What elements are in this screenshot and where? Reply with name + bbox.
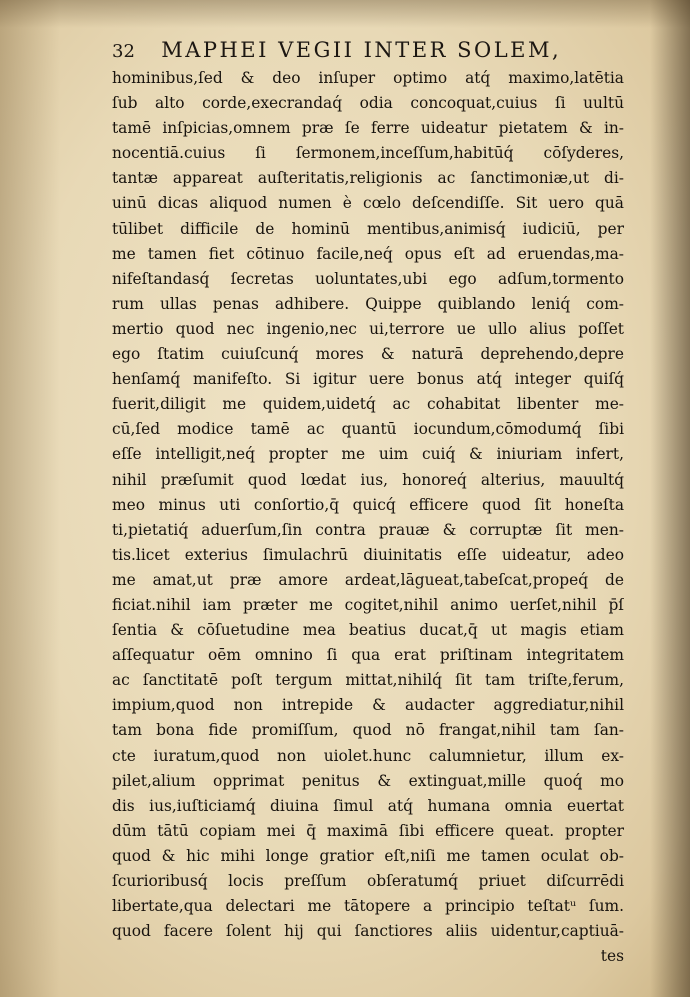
text-line: nocentiā.cuius ſi ſermonem,inceſſum,habitūq́ cōſyderes, bbox=[112, 144, 624, 163]
text-line: ſub alto corde,execrandaq́ odia concoquat,cuius ſi uultū bbox=[112, 94, 624, 113]
text-line: tam bona fide promiſſum, quod nō frangat,nihil tam ſan- bbox=[112, 721, 624, 740]
text-line: uinū dicas aliquod numen è cœlo deſcendiſſe. Sit uero quā bbox=[112, 194, 624, 213]
text-line: dis ius,iuſticiamq́ diuina ſimul atq́ humana omnia euertat bbox=[112, 796, 624, 815]
text-line: quod & hic mihi longe gratior eſt,niſi me tamen oculat ob- bbox=[112, 846, 624, 865]
text-line: ſcurioribusq́ locis preſſum obſeratumq́ priuet diſcurrēdi bbox=[112, 872, 624, 890]
text-line: mertio quod nec ingenio,nec ui,terrore ue ullo alius poſſet bbox=[112, 319, 624, 338]
text-line: tūlibet difficile de hominū mentibus,animisq́ iudiciū, per bbox=[112, 219, 624, 238]
text-line: meo minus uti conſortio,q̄ quicq́ efficere quod ſit honeſta bbox=[112, 495, 624, 514]
text-line: tamē inſpicias,omnem præ ſe ferre uideatur pietatem & in- bbox=[112, 119, 624, 138]
text-line: ficiat.nihil iam præter me cogitet,nihil animo uerſet,nihil p̄ſ bbox=[112, 595, 624, 614]
text-line: henſamq́ manifeſto. Si igitur uere bonus atq́ integer quiſq́ bbox=[112, 370, 624, 389]
text-line: nifeſtandasq́ ſecretas uoluntates,ubi ego adſum,tormento bbox=[112, 269, 624, 288]
text-line: me tamen fiet cōtinuo facile,neq́ opus eſt ad eruendas,ma- bbox=[112, 244, 624, 263]
text-line: ſentia & cōſuetudine mea beatius ducat,q̄ ut magis etiam bbox=[112, 621, 624, 640]
running-title: MAPHEI VEGII INTER SOLEM, bbox=[161, 38, 562, 62]
text-line: rum ullas penas adhibere. Quippe quiblando leniq́ com- bbox=[112, 294, 624, 313]
text-line: ac ſanctitatē poſt tergum mittat,nihilq́ ſit tam triſte,ferum, bbox=[112, 671, 624, 690]
text-line: hominibus,ſed & deo inſuper optimo atq́ maximo,latētia bbox=[112, 69, 624, 87]
text-line: cte iuratum,quod non uiolet.hunc calumnietur, illum ex- bbox=[112, 746, 624, 765]
text-line: fuerit,diligit me quidem,uidetq́ ac cohabitat libenter me- bbox=[112, 395, 624, 414]
text-line: pilet,alium opprimat penitus & extinguat,mille quoq́ mo bbox=[112, 771, 624, 790]
text-line: libertate,qua delectari me tātopere a principio teſtatᵘ ſum. bbox=[112, 897, 624, 916]
text-line: cū,ſed modice tamē ac quantū iocundum,cōmodumq́ ſibi bbox=[112, 420, 624, 439]
text-line: tis.licet exterius ſimulachrū diuinitatis eſſe uideatur, adeo bbox=[112, 545, 624, 564]
body-text bbox=[112, 66, 624, 969]
text-line: ti,pietatiq́ aduerſum,ſin contra prauæ & corruptæ ſit men- bbox=[112, 520, 624, 539]
text-line: me amat,ut præ amore ardeat,lāgueat,tabeſcat,propeq́ de bbox=[112, 570, 624, 589]
page-edge-shadow bbox=[650, 0, 690, 997]
text-line: eſſe intelligit,neq́ propter me uim cuiq́ & iniuriam infert, bbox=[112, 445, 624, 464]
gutter-shadow bbox=[0, 0, 60, 997]
text-line: nihil præſumit quod lœdat ius, honoreq́ alterius, mauultq́ bbox=[112, 470, 624, 489]
text-line: quod facere ſolent hij qui ſanctiores aliis uidentur,captiuā- bbox=[112, 922, 624, 941]
text-line: tantæ appareat auſteritatis,religionis ac ſanctimoniæ,ut di- bbox=[112, 169, 624, 188]
text-line: impium,quod non intrepide & audacter aggrediatur,nihil bbox=[112, 696, 624, 715]
text-line: tes bbox=[600, 947, 624, 966]
top-edge-shadow bbox=[0, 0, 690, 28]
text-line: ego ſtatim cuiuſcunq́ mores & naturā deprehendo,depre bbox=[112, 345, 624, 364]
running-header bbox=[112, 38, 632, 68]
page-number: 32 bbox=[112, 41, 135, 62]
text-line: dūm tātū copiam mei q̄ maximā ſibi efficere queat. propter bbox=[112, 821, 624, 840]
text-line: aſſequatur oēm omnino ſi qua erat priſtinam integritatem bbox=[112, 646, 624, 665]
